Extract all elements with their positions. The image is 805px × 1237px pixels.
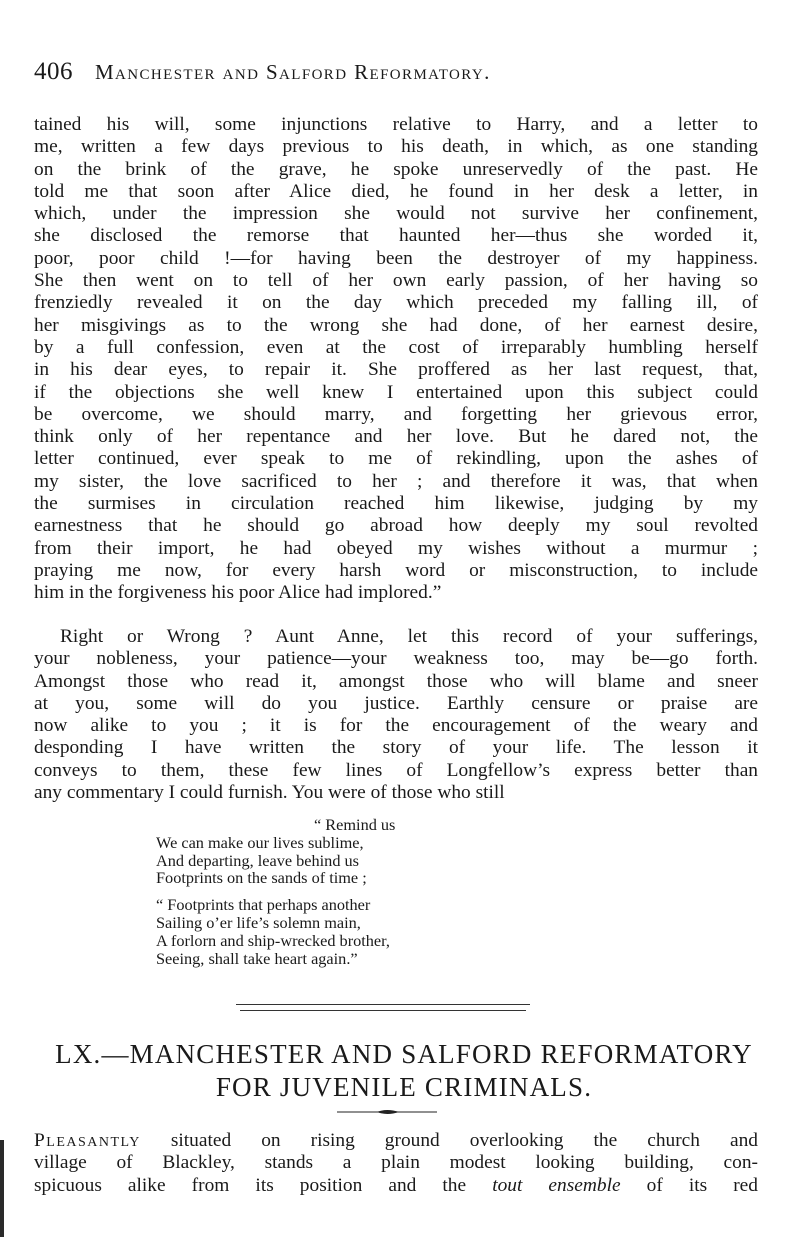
text-span: spicuous alike from its position and the [34,1174,493,1196]
text-line: told me that soon after Alice died, he found in her desk a letter, in [34,180,758,202]
text-line: frenziedly revealed it on the day which preceded my falling ill, of [34,292,758,314]
paragraph-right-or-wrong [34,626,758,804]
text-line: think only of her repentance and her love. But he dared not, the [34,426,758,448]
text-span: situated on rising ground overlooking the church and [140,1130,758,1151]
text-line: she disclosed the remorse that haunted her—thus she worded it, [34,225,758,247]
text-line: She then went on to tell of her own early passion, of her having so [34,270,758,292]
poem-line: And departing, leave behind us [156,850,360,870]
ornament-rule-icon [337,1108,437,1116]
text-line: my sister, the love sacrificed to her ; and therefore it was, that when [34,470,758,492]
poem-line: Sailing o’er life’s solemn main, [156,912,361,932]
text-line: the surmises in circulation reached him likewise, judging by my [34,493,758,515]
poem-line: Footprints on the sands of time ; [156,868,367,888]
page-number: 406 [34,58,73,85]
italic-phrase: tout ensemble [492,1174,621,1196]
text-line: which, under the impression she would not survive her confinement, [34,203,758,225]
poem-line: A forlorn and ship-wrecked brother, [156,930,390,950]
text-line: letter continued, ever speak to me of rekindling, upon the ashes of [34,448,758,470]
poem-line: Seeing, shall take heart again.” [156,948,358,968]
text-line: by a full confession, even at the cost of irreparably humbling herself [34,336,758,358]
text-line: at you, some will do you justice. Earthly censure or praise are [34,692,758,714]
text-line: be overcome, we should marry, and forgetting her grievous error, [34,403,758,425]
lead-word: Pleasantly [34,1130,141,1151]
text-line: earnestness that he should go abroad how deeply my soul revolted [34,515,758,537]
text-line: praying me now, for every harsh word or misconstruction, to include [34,559,758,581]
text-line: now alike to you ; it is for the encouragement of the weary and [34,715,758,737]
poem-line: “ Footprints that perhaps another [156,895,371,915]
text-line: conveys to them, these few lines of Longfellow’s express better than [34,759,758,781]
text-line: on the brink of the grave, he spoke unreservedly of the past. He [34,158,758,180]
running-head [34,58,774,86]
text-line: me, written a few days previous to his death, in which, as one standing [34,136,758,158]
text-line: Right or Wrong ? Aunt Anne, let this record of your sufferings, [60,626,758,647]
paragraph-continued-letter [34,114,758,605]
text-line [34,1175,758,1197]
text-line: poor, poor child !—for having been the destroyer of my happiness. [34,247,758,269]
text-span: of its red [620,1174,758,1196]
text-line: village of Blackley, stands a plain modest looking building, con- [34,1152,758,1174]
text-line: your nobleness, your patience—your weakness too, may be—go forth. [34,648,758,670]
text-line: him in the forgiveness his poor Alice had implored.” [34,582,442,604]
text-line: any commentary I could furnish. You were of those who still [34,782,505,804]
text-line: her misgivings as to the wrong she had done, of her earnest desire, [34,314,758,336]
paragraph-reformatory [34,1130,758,1197]
text-line: from their import, he had obeyed my wishes without a murmur ; [34,537,758,559]
poem-line: “ Remind us [314,815,396,834]
section-divider-bottom [240,1010,526,1011]
poem-line: We can make our lives sublime, [156,832,364,852]
text-line: if the objections she well knew I entertained upon this subject could [34,381,758,403]
chapter-title-line-2: FOR JUVENILE CRIMINALS. [215,1072,593,1102]
text-line: tained his will, some injunctions relative to Harry, and a letter to [34,114,758,135]
page-edge-mark [0,1140,4,1237]
text-line: Amongst those who read it, amongst those who will blame and sneer [34,670,758,692]
chapter-title-line-1: LX.—MANCHESTER AND SALFORD REFORMATORY [55,1039,753,1069]
running-title: Manchester and Salford Reformatory. [94,60,491,84]
text-line: in his dear eyes, to repair it. She proffered as her last request, that, [34,359,758,381]
section-divider-top [236,1004,530,1005]
longfellow-poem [156,816,516,967]
text-line [34,1130,758,1152]
text-line: desponding I have written the story of your life. The lesson it [34,737,758,759]
